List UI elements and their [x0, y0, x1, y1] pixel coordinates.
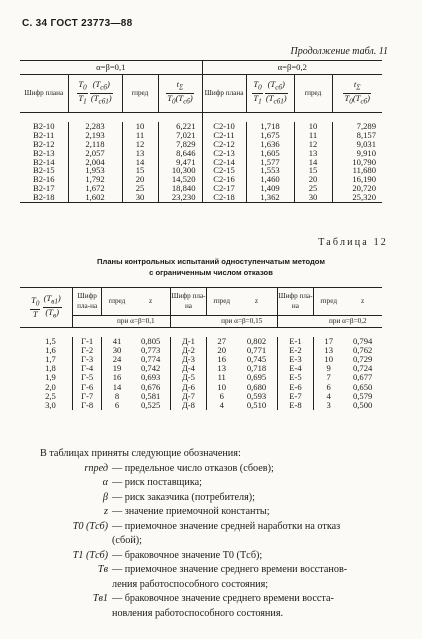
table-cell: 20 [294, 175, 332, 184]
table-cell: 0,773 [140, 345, 161, 356]
table-row [20, 140, 382, 149]
table-cell: В2-14 [33, 156, 55, 167]
table-row [20, 122, 382, 131]
legend-text: новления работоспособного состояния. [112, 607, 284, 619]
table-cell: Е-5 [277, 373, 313, 382]
table-cell: 23,230 [158, 193, 202, 202]
table-cell: 1,792 [68, 175, 122, 184]
table-cell: 10 [122, 122, 158, 131]
table-cell: 20,720 [332, 184, 382, 193]
table-cell: Е-2 [277, 346, 313, 355]
table-cell: 0,724 [352, 363, 373, 374]
table-cell: 13 [294, 149, 332, 158]
table-cell: Д-1 [170, 337, 206, 346]
table-cell: 10 [294, 122, 332, 131]
table-cell: Е-4 [277, 364, 313, 373]
table-cell: 15 [122, 166, 158, 175]
table-cell: 1,636 [246, 140, 294, 149]
table-cell: 7 [314, 373, 344, 382]
col-header-code-e: Шифр пла-на [277, 288, 313, 316]
table-row [20, 184, 382, 193]
table-cell: 11 [122, 131, 158, 140]
legend [34, 447, 347, 621]
legend-intro: В таблицах приняты следующие обозначения: [40, 448, 241, 459]
col-header-t-2: $\frac{t_\Sigma}{T_0(T_{сб})}$ [332, 75, 382, 113]
table-cell: 19 [102, 364, 132, 373]
col-header-ratio: $\frac{T_0}{T_1}$ $\frac{(T_{сб})}{(T_{сб1})}$ [68, 75, 122, 113]
table-cell: 7,289 [332, 122, 382, 131]
table-cell: 13 [207, 364, 237, 373]
table-cell: Д-3 [170, 355, 206, 364]
table-cell: 0,742 [140, 363, 161, 374]
page-header: С. 34 ГОСТ 23773—88 [22, 18, 133, 29]
table-cell: 0,762 [352, 345, 373, 356]
table-cell: 8,157 [332, 131, 382, 140]
table-cell: В2-12 [33, 138, 55, 149]
table-cell: 14,520 [158, 175, 202, 184]
table-cell: 8 [102, 392, 132, 401]
table-cell: С2-11 [202, 131, 246, 140]
col-header-r-g: rпред [102, 288, 132, 316]
legend-text: — предельное число отказов (сбоев); [112, 462, 274, 474]
table-cell: В2-13 [33, 147, 55, 158]
table-cell: 1,409 [246, 184, 294, 193]
table-cell: 1,9 [45, 372, 56, 383]
table-cell: Е-1 [277, 337, 313, 346]
condition-2: при α=β=0,15 [207, 316, 278, 328]
table-cell: Г-8 [72, 401, 102, 410]
table-cell: 1,460 [246, 175, 294, 184]
table-cell: 0,745 [246, 354, 267, 365]
table-cell: В2-16 [33, 174, 55, 185]
table-cell: 4 [314, 392, 344, 401]
table-cell: 10 [207, 383, 237, 392]
table-cell: 2,004 [68, 158, 122, 167]
legend-symbol: α [102, 477, 108, 488]
table-cell: 16 [102, 373, 132, 382]
table-cell: Е-6 [277, 383, 313, 392]
table-row [20, 166, 382, 175]
table-cell: В2-18 [33, 192, 55, 203]
table-cell: 6 [314, 383, 344, 392]
table-cell: 1,602 [68, 193, 122, 202]
table-cell: В2-17 [33, 183, 55, 194]
legend-symbol: β [102, 491, 108, 503]
table-cell: С2-18 [202, 193, 246, 202]
table-cell: 1,605 [246, 149, 294, 158]
legend-text: — браковочное значение T0 (Tсб); [112, 549, 263, 561]
table-cell: 1,7 [45, 354, 56, 365]
table-cell: 11 [294, 131, 332, 140]
table-cell: 12 [294, 140, 332, 149]
table-continuation-label: Продолжение табл. 11 [290, 46, 388, 57]
table-cell: 11,680 [332, 166, 382, 175]
table-cell: С2-14 [202, 158, 246, 167]
table-cell: 10,300 [158, 166, 202, 175]
table-row [20, 175, 382, 184]
table-cell: В2-15 [33, 165, 55, 176]
table-cell: Г-4 [72, 364, 102, 373]
table-cell: 14 [102, 383, 132, 392]
table-cell: 0,680 [246, 381, 267, 392]
legend-item [34, 491, 347, 506]
table-cell: В2-10 [33, 120, 55, 131]
table-cell: 17 [314, 337, 344, 346]
col-header-t: $\frac{t_\Sigma}{T_0(T_{сб})}$ [158, 75, 202, 113]
table-cell: 14 [122, 158, 158, 167]
table-cell: 0,581 [140, 390, 161, 401]
table-cell: Д-8 [170, 401, 206, 410]
table-cell: В2-11 [33, 129, 55, 140]
table-cell: 4 [207, 401, 237, 410]
col-header-ratio-t12: $\frac{T_0}{T}$ $\frac{(T_{в1})}{(T_в)}$ [20, 288, 72, 328]
table-cell: Д-7 [170, 392, 206, 401]
table-cell: 0,525 [140, 399, 161, 410]
col-header-code-g: Шифр пла-на [72, 288, 102, 316]
table-cell: Г-3 [72, 355, 102, 364]
table-cell: 1,6 [45, 345, 56, 356]
table-cell: 30 [294, 193, 332, 202]
legend-symbol: rпред [84, 462, 108, 474]
legend-symbol: Tв1 [92, 593, 108, 604]
table-cell: 0,729 [352, 354, 373, 365]
table-cell: 2,057 [68, 149, 122, 158]
table-cell: 9,471 [158, 158, 202, 167]
table-cell: 6 [102, 401, 132, 410]
table-cell: 0,794 [352, 336, 373, 347]
table-cell: 2,0 [45, 381, 56, 392]
legend-item [34, 607, 347, 622]
table-cell: 15 [294, 166, 332, 175]
legend-item [34, 578, 347, 593]
col-header-ratio-2: $\frac{T_0}{T_1}$ $\frac{(T_{сб})}{(T_{сб1})}$ [246, 75, 294, 113]
table-cell: 10 [314, 355, 344, 364]
legend-text: ления работоспособного состояния; [112, 578, 269, 590]
table-cell: 13 [314, 346, 344, 355]
col-header-code-d: Шифр пла-на [170, 288, 206, 316]
table-row [20, 193, 382, 202]
table-cell: 9,910 [332, 149, 382, 158]
table-cell: 0,805 [140, 336, 161, 347]
col-header-z-d: z [236, 288, 277, 316]
col-header-r-e: rпред [314, 288, 344, 316]
table-cell: 20 [207, 346, 237, 355]
table-12-number: Таблица 12 [318, 237, 388, 248]
legend-item [34, 592, 347, 607]
table-cell: 0,771 [246, 345, 267, 356]
legend-text: — риск заказчика (потребителя); [112, 491, 256, 503]
table-cell: 1,675 [246, 131, 294, 140]
table-cell: 24 [102, 355, 132, 364]
legend-text: (сбой); [112, 535, 142, 546]
table-cell: 16 [207, 355, 237, 364]
col-header-r-2: rпред [294, 75, 332, 113]
table-cell: 0,802 [246, 336, 267, 347]
condition-3: при α=β=0,2 [314, 316, 382, 328]
table-cell: 2,5 [45, 390, 56, 401]
table-cell: 7,829 [158, 140, 202, 149]
legend-symbol: z [104, 506, 108, 517]
table-cell: Д-6 [170, 383, 206, 392]
table-cell: 1,953 [68, 166, 122, 175]
table-cell: 2,118 [68, 140, 122, 149]
table-cell: 16,190 [332, 175, 382, 184]
table-12-title-line1: Планы контрольных испытаний одноступенчатым методом [97, 257, 325, 266]
table-cell: 30 [102, 346, 132, 355]
table-cell: С2-15 [202, 166, 246, 175]
table-cell: 25 [122, 184, 158, 193]
table-cell: 0,500 [352, 399, 373, 410]
table-cell: 8,646 [158, 149, 202, 158]
table-cell: 3 [314, 401, 344, 410]
table-cell: Д-4 [170, 364, 206, 373]
col-header-z-g: z [132, 288, 171, 316]
table-cell: 25 [294, 184, 332, 193]
table-cell: 0,718 [246, 363, 267, 374]
col-header-r: rпред [122, 75, 158, 113]
table-cell: 0,579 [352, 390, 373, 401]
table-cell: 9,031 [332, 140, 382, 149]
col-header-code-2: Шифр плана [202, 75, 246, 113]
legend-item [34, 563, 347, 578]
table-cell: С2-12 [202, 140, 246, 149]
table-row [20, 149, 382, 158]
table-cell: 1,8 [45, 363, 56, 374]
table-cell: 27 [207, 337, 237, 346]
legend-text: — риск поставщика; [112, 477, 202, 488]
legend-text: — значение приемочной константы; [112, 506, 270, 517]
table-cell: 20 [122, 175, 158, 184]
table-cell: 9 [314, 364, 344, 373]
table-cell: 1,5 [45, 336, 56, 347]
table-cell: 3,0 [45, 399, 56, 410]
table-cell: Д-2 [170, 346, 206, 355]
table-cell: Г-6 [72, 383, 102, 392]
legend-symbol: T0 (Tсб) [72, 520, 108, 532]
table-12-title-line2: с ограниченным числом отказов [149, 268, 273, 277]
table-cell: 0,650 [352, 381, 373, 392]
table-cell: 10,790 [332, 158, 382, 167]
col-header-z-e: z [343, 288, 382, 316]
legend-symbol: T1 (Tсб) [72, 549, 108, 561]
table-cell: 1,718 [246, 122, 294, 131]
table-cell: С2-13 [202, 149, 246, 158]
legend-item [34, 534, 347, 549]
legend-item [34, 549, 347, 564]
legend-text: — браковочное значение среднего времени восста- [112, 593, 334, 604]
table-cell: 0,677 [352, 372, 373, 383]
table-cell: 0,695 [246, 372, 267, 383]
table-cell: 30 [122, 193, 158, 202]
table-cell: 0,510 [246, 399, 267, 410]
table-cell: 18,840 [158, 184, 202, 193]
table-cell: 1,577 [246, 158, 294, 167]
table-cell: Г-1 [72, 337, 102, 346]
condition-1: при α=β=0,1 [102, 316, 170, 328]
table-cell: Г-7 [72, 392, 102, 401]
legend-item [34, 476, 347, 491]
table-cell: 13 [122, 149, 158, 158]
table-cell: 2,283 [68, 122, 122, 131]
table-cell: 25,320 [332, 193, 382, 202]
table-cell: 0,693 [140, 372, 161, 383]
table-cell: 11 [207, 373, 237, 382]
table-cell: Е-3 [277, 355, 313, 364]
table-cell: Д-5 [170, 373, 206, 382]
table-12 [20, 287, 382, 419]
table-row [20, 131, 382, 140]
table-cell: 1,672 [68, 184, 122, 193]
table-cell: С2-17 [202, 184, 246, 193]
table-cell: С2-16 [202, 175, 246, 184]
legend-item [34, 462, 347, 477]
table-cell: 14 [294, 158, 332, 167]
legend-symbol: Tв [97, 564, 108, 575]
table-row [20, 158, 382, 167]
table-cell: 0,593 [246, 390, 267, 401]
group-header-left: α=β=0,1 [20, 61, 202, 75]
table-cell: Г-2 [72, 346, 102, 355]
col-header-code: Шифр плана [20, 75, 68, 113]
table-cell: 0,774 [140, 354, 161, 365]
table-cell: Г-5 [72, 373, 102, 382]
table-cell: 7,021 [158, 131, 202, 140]
table-cell: Е-7 [277, 392, 313, 401]
table-11 [20, 60, 382, 212]
table-cell: 1,362 [246, 193, 294, 202]
table-cell: Е-8 [277, 401, 313, 410]
table-cell: 41 [102, 337, 132, 346]
legend-item [34, 520, 347, 535]
table-cell: С2-10 [202, 122, 246, 131]
legend-text: — приемочное значение среднего времени восстанов- [112, 564, 348, 575]
table-row [20, 401, 382, 410]
legend-item [34, 505, 347, 520]
table-cell: 0,676 [140, 381, 161, 392]
table-cell: 1,553 [246, 166, 294, 175]
table-cell: 6 [207, 392, 237, 401]
group-header-right: α=β=0,2 [202, 61, 382, 75]
table-cell: 6,221 [158, 122, 202, 131]
legend-text: — приемочное значение средней наработки на отказ [112, 520, 341, 532]
table-cell: 2,193 [68, 131, 122, 140]
table-cell: 12 [122, 140, 158, 149]
col-header-r-d: rпред [207, 288, 237, 316]
